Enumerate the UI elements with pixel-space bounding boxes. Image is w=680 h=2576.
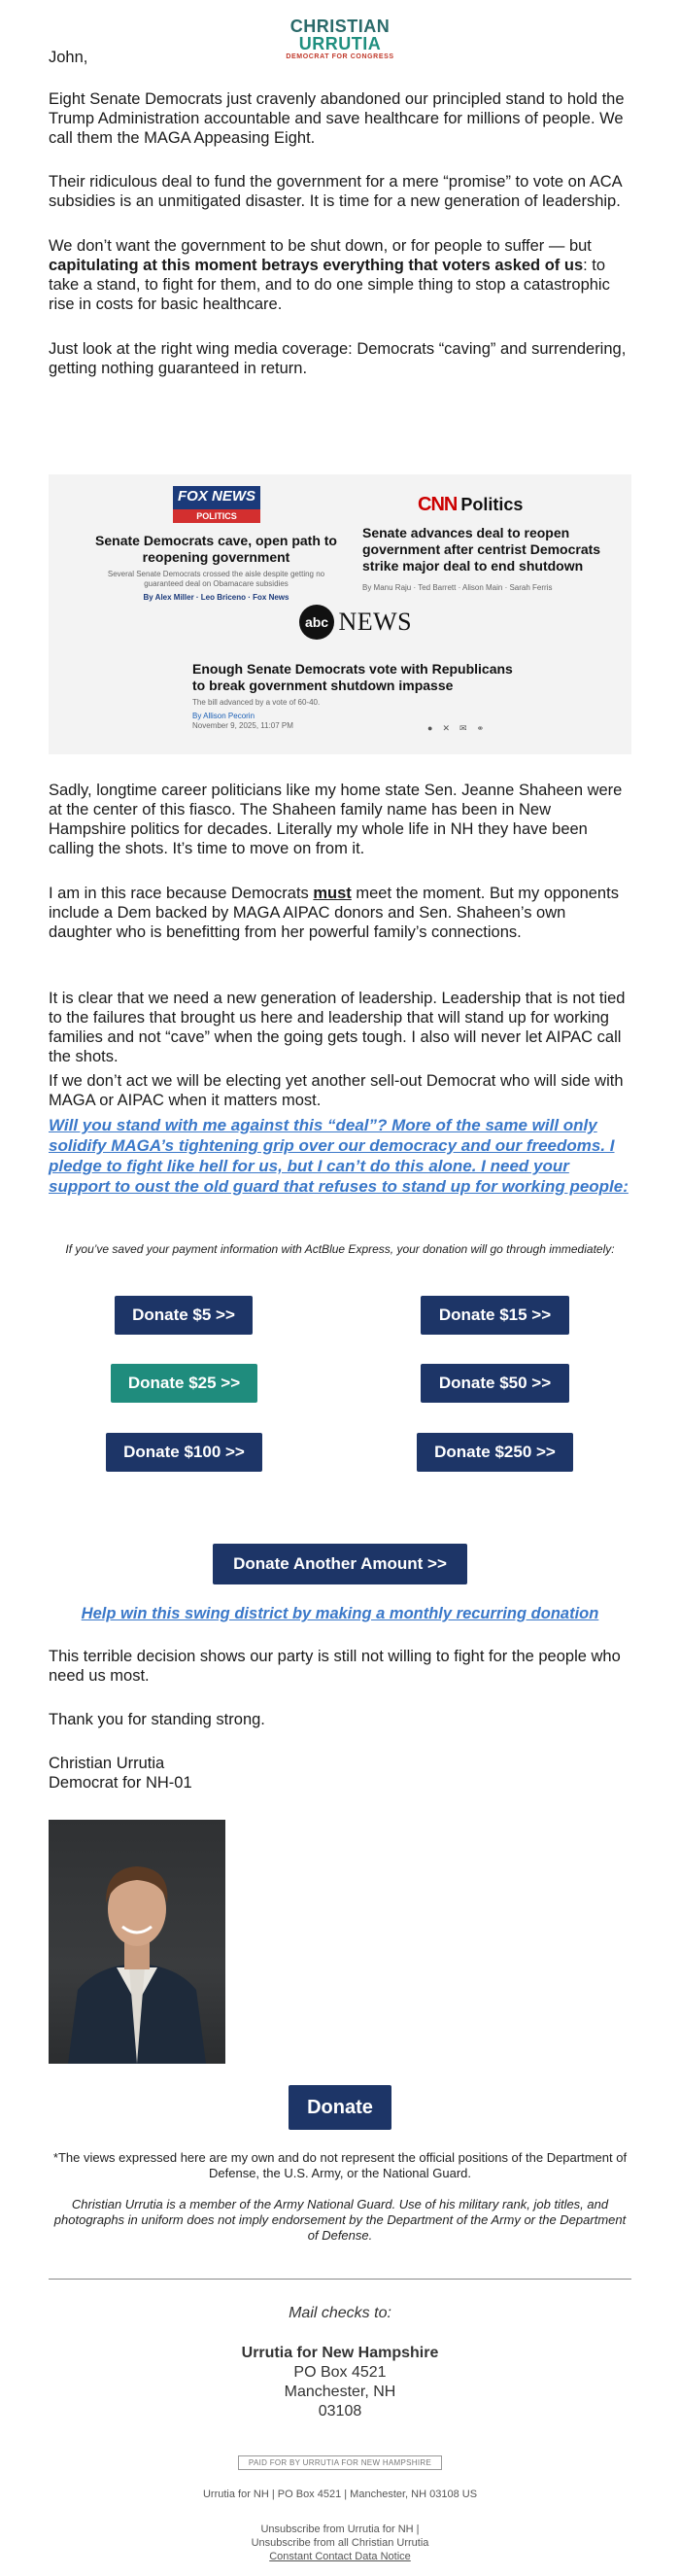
abc-brand: abc xyxy=(299,605,334,640)
paragraph-3-bold: capitulating at this moment betrays everything that voters asked of us xyxy=(49,257,584,274)
mail-heading: Mail checks to: xyxy=(289,2305,391,2321)
greeting: John, xyxy=(49,49,88,66)
paragraph-5: Sadly, longtime career politicians like my home state Sen. Jeanne Shaheen were at the center of this fiasco. The Shaheen family name has been in New Hampshire politics for decades. Literally my whole life in NH they have been calling the shots. It’s time to move on from it. xyxy=(49,782,623,857)
mail-org: Urrutia for New Hampshire xyxy=(241,2345,439,2361)
constant-contact-notice-link[interactable]: Constant Contact Data Notice xyxy=(269,2551,411,2562)
paid-for-box: PAID FOR BY URRUTIA FOR NEW HAMPSHIRE xyxy=(238,2455,442,2470)
portrait-illustration xyxy=(49,1820,225,2064)
paragraph-6-end: meet the moment. But my opponents include a Dem backed by MAGA AIPAC donors and Sen. Shaheen’s own daughter who is benefitting from her powerful family’s connections. xyxy=(49,885,619,941)
mail-city: Manchester, NH xyxy=(284,2384,396,2400)
candidate-photo xyxy=(49,1820,225,2064)
donate-25-button[interactable]: Donate $25 >> xyxy=(111,1364,257,1403)
donate-100-button[interactable]: Donate $100 >> xyxy=(106,1433,262,1472)
signature-title: Democrat for NH-01 xyxy=(49,1774,192,1792)
paragraph-3-end: : to take a stand, to fight for them, and to do one simple thing to stop a catastrophic rise in costs for basic healthcare. xyxy=(49,257,610,313)
paragraph-4: Just look at the right wing media coverage: Democrats “caving” and surrendering, getting nothing guaranteed in return. xyxy=(49,340,627,377)
divider xyxy=(49,2279,631,2280)
fox-headline: Senate Democrats cave, open path to reopening government xyxy=(95,533,337,565)
abc-headline: Enough Senate Democrats vote with Republicans to break government shutdown impasse xyxy=(192,661,513,693)
abc-section: NEWS xyxy=(338,608,413,636)
logo-tagline: DEMOCRAT FOR CONGRESS xyxy=(286,53,394,60)
fox-subhead: Several Senate Democrats crossed the aisle despite getting no guaranteed deal on Obamacare subsidies xyxy=(107,570,325,588)
actblue-note: If you’ve saved your payment information with ActBlue Express, your donation will go through immediately: xyxy=(65,1242,615,1256)
national-guard-disclaimer: Christian Urrutia is a member of the Army National Guard. Use of his military rank, job titles, and photographs in uniform does not imply endorsement by the Department of the Army or the Department of Defense. xyxy=(53,2197,627,2243)
link-icon: ⚭ xyxy=(476,723,485,733)
logo-line-christian: CHRISTIAN xyxy=(289,17,391,36)
paragraph-6-must: must xyxy=(313,885,352,902)
paragraph-3 xyxy=(49,236,631,314)
mail-zip: 03108 xyxy=(318,2403,362,2419)
donate-250-button[interactable]: Donate $250 >> xyxy=(417,1433,573,1472)
unsubscribe-org-link[interactable]: Unsubscribe from Urrutia for NH | xyxy=(260,2524,420,2535)
cnn-politics-logo xyxy=(418,494,523,516)
mail-box: PO Box 4521 xyxy=(293,2364,387,2381)
paragraph-6-start: I am in this race because Democrats xyxy=(49,885,314,902)
fox-byline: By Alex Miller · Leo Briceno · Fox News xyxy=(143,593,289,602)
closing-paragraph: This terrible decision shows our party is still not willing to fight for the people who need us most. xyxy=(49,1648,621,1685)
paragraph-3-start: We don’t want the government to be shut down, or for people to suffer — but xyxy=(49,237,592,255)
unsubscribe-all-link[interactable]: Unsubscribe from all Christian Urrutia xyxy=(251,2537,429,2549)
signature-name: Christian Urrutia xyxy=(49,1755,165,1772)
abc-news-logo xyxy=(299,605,412,640)
donate-another-amount-button[interactable]: Donate Another Amount >> xyxy=(213,1544,467,1584)
paragraph-7: It is clear that we need a new generation of leadership. Leadership that is not tied to the failures that brought us here and leadership that will stand up for working families and not “cave” when the going gets tough. I also will never let AIPAC call the shots. xyxy=(49,990,626,1065)
x-icon: ✕ xyxy=(442,723,450,733)
paragraph-1: Eight Senate Democrats just cravenly abandoned our principled stand to hold the Trump Administration accountable and save healthcare for millions of people. We call them the MAGA Appeasing Eight. xyxy=(49,90,625,147)
thank-you: Thank you for standing strong. xyxy=(49,1711,265,1728)
fox-section: POLITICS xyxy=(173,509,260,523)
footer-address: Urrutia for NH | PO Box 4521 | Manchester, NH 03108 US xyxy=(202,2489,478,2500)
mail-icon: ✉ xyxy=(459,723,467,733)
cnn-brand: CNN xyxy=(418,494,458,515)
cnn-headline: Senate advances deal to reopen government after centrist Democrats strike major deal to end shutdown xyxy=(362,525,601,574)
donate-5-button[interactable]: Donate $5 >> xyxy=(115,1296,253,1335)
share-icons xyxy=(427,723,484,734)
cta-donate-link[interactable]: Will you stand with me against this “deal”? More of the same will only solidify MAGA’s tightening grip over our democracy and our freedoms. I pledge to fight like hell for us, but I can’t do this alone. I need your support to oust the old guard that refuses to stand up for working people: xyxy=(49,1116,629,1196)
paragraph-6 xyxy=(49,884,631,942)
paragraph-2: Their ridiculous deal to fund the government for a mere “promise” to vote on ACA subsidies is an unmitigated disaster. It is time for a new generation of leadership. xyxy=(49,173,622,210)
paragraph-8: If we don’t act we will be electing yet another sell-out Democrat who will side with MAGA or AIPAC when it matters most. xyxy=(49,1072,624,1109)
donate-50-button[interactable]: Donate $50 >> xyxy=(421,1364,569,1403)
dod-disclaimer: *The views expressed here are my own and do not represent the official positions of the Department of Defense, the U.S. Army, or the National Guard. xyxy=(52,2150,628,2180)
donate-main-button[interactable]: Donate xyxy=(289,2085,391,2130)
fox-news-logo xyxy=(173,486,260,523)
cnn-section: Politics xyxy=(460,495,524,514)
fox-brand: FOX NEWS xyxy=(177,488,255,505)
cnn-byline: By Manu Raju · Ted Barrett · Alison Main · Sarah Ferris xyxy=(362,583,553,592)
abc-date: November 9, 2025, 11:07 PM xyxy=(192,721,293,730)
abc-subhead: The bill advanced by a vote of 60-40. xyxy=(192,698,321,707)
logo-line-urrutia: URRUTIA xyxy=(298,34,382,53)
campaign-logo xyxy=(0,0,680,68)
monthly-donation-link[interactable]: Help win this swing district by making a monthly recurring donation xyxy=(81,1605,599,1622)
news-screenshot-collage xyxy=(49,474,631,754)
abc-byline: By Allison Pecorin xyxy=(192,712,255,720)
donate-15-button[interactable]: Donate $15 >> xyxy=(421,1296,569,1335)
facebook-icon: ● xyxy=(427,723,433,733)
